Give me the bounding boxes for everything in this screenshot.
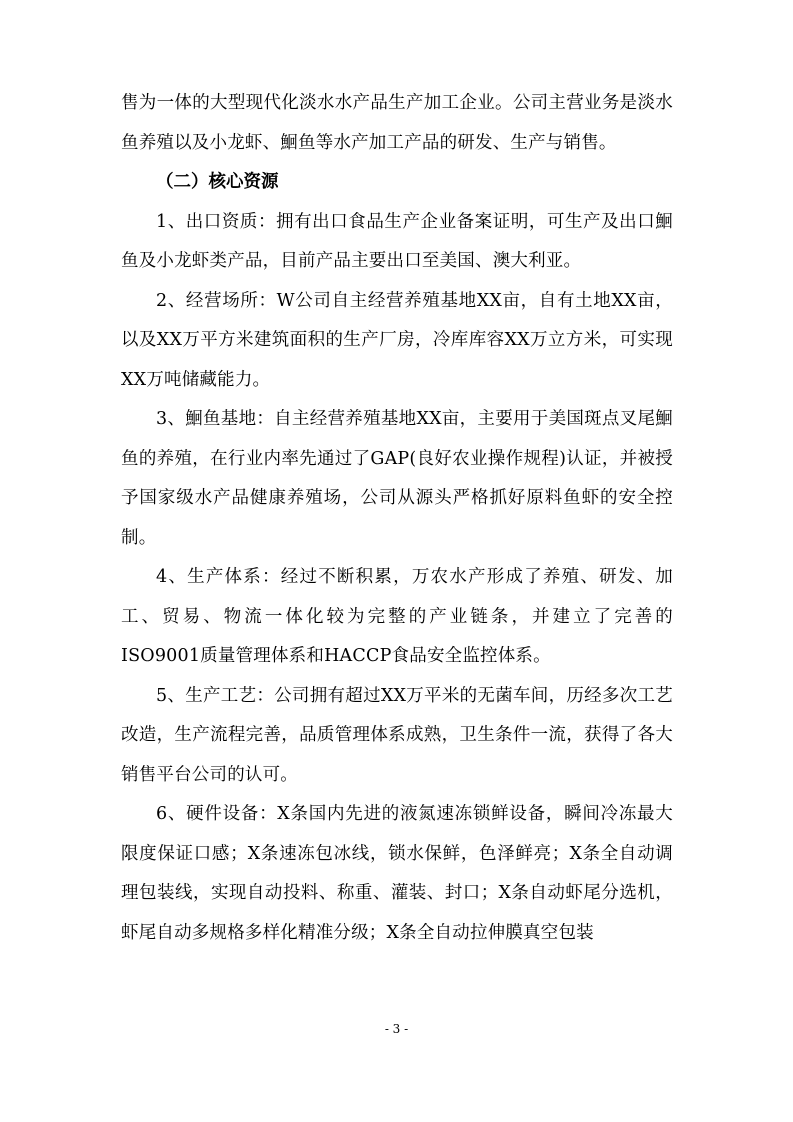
list-item-export-qualification: 1、出口资质：拥有出口食品生产企业备案证明，可生产及出口鮰鱼及小龙虾类产品，目前产品主要出口至美国、澳大利亚。 [121, 211, 673, 271]
list-item-catfish-base: 3、鮰鱼基地：自主经营养殖基地XX亩，主要用于美国斑点叉尾鮰鱼的养殖，在行业内率先通过了GAP(良好农业操作规程)认证，并被授予国家级水产品健康养殖场，公司从源头严格抓好原料鱼虾的安全控制。 [121, 409, 673, 548]
document-body [121, 84, 673, 953]
list-item-business-premises: 2、经营场所：W公司自主经营养殖基地XX亩，自有土地XX亩，以及XX万平方米建筑面积的生产厂房，冷库库容XX万立方米，可实现XX万吨储藏能力。 [121, 290, 673, 390]
page-number: - 3 - [384, 1022, 409, 1036]
section-heading: （二）核心资源 [156, 172, 279, 192]
paragraph-continuation: 售为一体的大型现代化淡水水产品生产加工企业。公司主营业务是淡水鱼养殖以及小龙虾、鮰鱼等水产加工产品的研发、生产与销售。 [121, 93, 673, 153]
list-item-production-process: 5、生产工艺：公司拥有超过XX万平米的无菌车间，历经多次工艺改造，生产流程完善，品质管理体系成熟，卫生条件一流，获得了各大销售平台公司的认可。 [121, 685, 673, 785]
list-item-production-system: 4、生产体系：经过不断积累，万农水产形成了养殖、研发、加工、贸易、物流一体化较为完整的产业链条，并建立了完善的ISO9001质量管理体系和HACCP食品安全监控体系。 [121, 567, 673, 666]
list-item-hardware-equipment: 6、硬件设备：X条国内先进的液氮速冻锁鲜设备，瞬间冷冻最大限度保证口感；X条速冻包冰线，锁水保鲜，色泽鲜亮；X条全自动调理包装线，实现自动投料、称重、灌装、封口；X条自动虾尾分选机，虾尾自动多规格多样化精准分级；X条全自动拉伸膜真空包装 [121, 804, 673, 943]
